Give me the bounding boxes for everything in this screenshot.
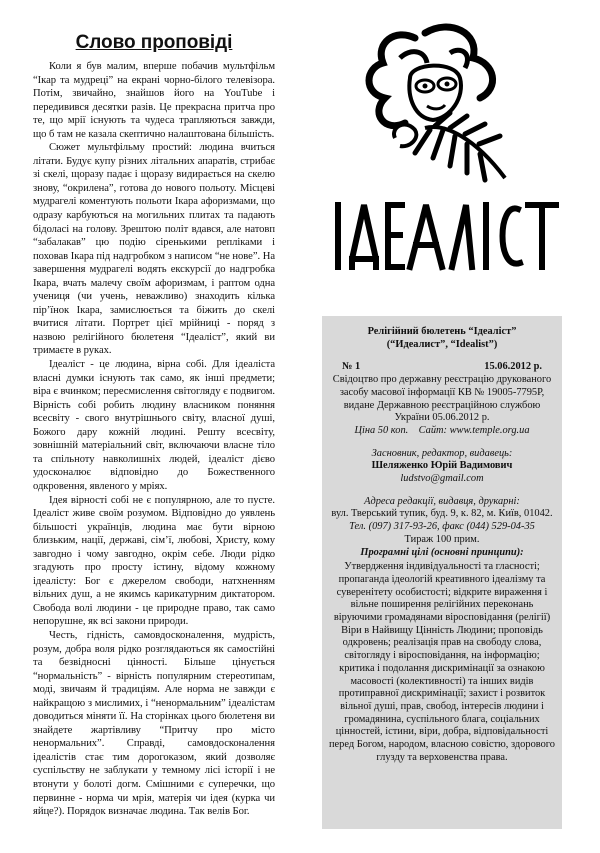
issue-date: 15.06.2012 р. bbox=[484, 361, 542, 373]
founder-label: Засновник, редактор, видавець: bbox=[371, 447, 513, 459]
phone-fax: Тел. (097) 317-93-26, факс (044) 529-04-35 bbox=[349, 521, 535, 533]
email-link[interactable]: ludstvo@gmail.com bbox=[400, 473, 484, 485]
founder-name: Шеляженко Юрій Вадимович bbox=[371, 460, 513, 472]
programs-label: Програмні цілі (основні принципи): bbox=[360, 546, 524, 558]
bulletin-alt-names: (“Идеалист”, “Idealist”) bbox=[386, 338, 498, 350]
website[interactable]: Сайт: www.temple.org.ua bbox=[418, 424, 530, 436]
issue-number: № 1 bbox=[342, 361, 361, 373]
article-paragraph: Честь, гідність, самовдосконалення, мудрість, розум, добра воля рідко розглядаються як самостійні та безвідносні цінності. Більше цінується “нормальність” - вірність популярним стереотипам, моді, звичаям й традиціям. Але норма не завжди є найкращою з мислимих, і “ненормальним” ідеалістам доводиться міняти її. На сторінках цього бюлетеня ви знайдете жартівливу “Притчу про місто ненормальних”. Справді, самовдосконалення ідеалістів стає тим дорогоказом, який дозволяє суспільству не заблукати у темному лісі історії і не втонути у болоті догм. Смішними є суперечки, що первинне - норма чи мрія, матерія чи ідея (курка чи яйце?). Порядок визначає людина. Так велів Бог. bbox=[33, 629, 275, 818]
article-title: Слово проповіді bbox=[75, 32, 233, 53]
address-label: Адреса редакції, видавця, друкарні: bbox=[364, 495, 520, 507]
programs-text: Утвердження індивідуальності та гласності; пропаганда ідеологій креативного ідеалізму та суверенітету особистості; відкрите вираження і вільне поширення релігійних переконань віруючими громадянами віросповідання (релігії) Віри в Найвищу Цінність Людини; проповідь одкровень; реалізація прав на свободу слова, світогляду і віросповідання, на інформацію; критика і подолання дискримінації за ознакою масовості (колективності) та інших видів протиправної дискримінації; захист і розвиток вільної душі, прав, свобод, інтересів людини і громадянина, суспільного блага, соціальних цінностей, істини, віри, добра, відповідальності перед Богом, народом, власною совістю, здорового глузду та верховенства права. bbox=[329, 561, 555, 763]
address-text: вул. Тверський тупик, буд. 9, к. 82, м. Київ, 01042. bbox=[331, 508, 553, 520]
article-paragraph: Ідеаліст - це людина, вірна собі. Для ідеаліста власні думки існують так само, як інші предмети; віра є вчинком; пересмислення світогляду є подвигом. Вірність собі робить людину власником поняння всесвіту - свого внутрішнього світу, власної душі, Божого дару кожній людині. Решту всесвіту, зовнішній матеріальний світ, включаючи власне тіло та спільноту навколишніх людей, ідеаліст дієво удосконалює відповідно до Божественного одкровення, явленого у мріях. bbox=[33, 359, 275, 492]
circulation: Тираж 100 прим. bbox=[404, 533, 480, 545]
wordmark-logo bbox=[330, 195, 560, 275]
issue-row bbox=[328, 361, 556, 374]
publication-info-box bbox=[322, 316, 562, 829]
bulletin-heading: Релігійний бюлетень “Ідеаліст” bbox=[367, 326, 517, 337]
dreamer-girl-feather-icon bbox=[355, 18, 515, 188]
article-paragraph: Сюжет мультфільму простий: людина вчиться літати. Будує купу різних літальних апаратів, стрибає зі скелі, щоразу падає і щоразу видирається на скелю знову, “окрилена”, готова до нового польоту. Місцеві мудрагелі коментують польоти Ікара афоризмами, що одразу карбуються на могильних плитах та падають бідоласі на голову. Зрештою політ вдався, але натовп “забалакав” цю подію сіренькими репліками і поховав Ікара під надгробком з написом “не нове”. На завершення мудрагелі водять екскурсії до надгробка Ікара, вчать малечу своїм афоризмам, і раптом одна учениця (чи учень, неважливо) знаходить кілька пір’їнок Ікара, замислюється та біжить до скелі вчитися літати. Портрет цієї мрійниці - поряд з назвою релігійного бюлетеня “Ідеаліст”, який ви тримаєте в руках. bbox=[33, 142, 275, 357]
article-column bbox=[33, 32, 275, 832]
price-site-row bbox=[328, 425, 556, 438]
price: Ціна 50 коп. bbox=[354, 424, 409, 436]
registration-text: Свідоцтво про державну реєстрацію друкованого засобу масової інформації КВ № 19005-7795Р, видане Державною реєстраційною службою України 05.06.2012 р. bbox=[332, 374, 552, 424]
article-paragraph: Коли я був малим, вперше побачив мультфільм “Ікар та мудреці” на екрані чорно-білого телевізора. Потім, звичайно, знайшов його на YouTube і передивився десятки разів. Це прекрасна притча про те, що мрії існують та чудеса трапляються завжди, що б там не казала скептично налаштована більшість. bbox=[33, 61, 275, 140]
article-paragraph: Ідея вірності собі не є популярною, але то пусте. Ідеаліст живе своїм розумом. Відповідно до уявлень більшості українців, людина має бути вірною близьким, нації, державі, сім’ї, любові, Христу, кому завгодно і чому завгодно, окрім себе. Люди рідко згадують про просту істину, відому кожному ідеалісту: Бог є джерелом свободи, натхненням вільних душ, а не якимсь карикатурним диктатором. Свобода волі людини - це природне право, так само непорушне, як всі закони природи. bbox=[33, 494, 275, 628]
